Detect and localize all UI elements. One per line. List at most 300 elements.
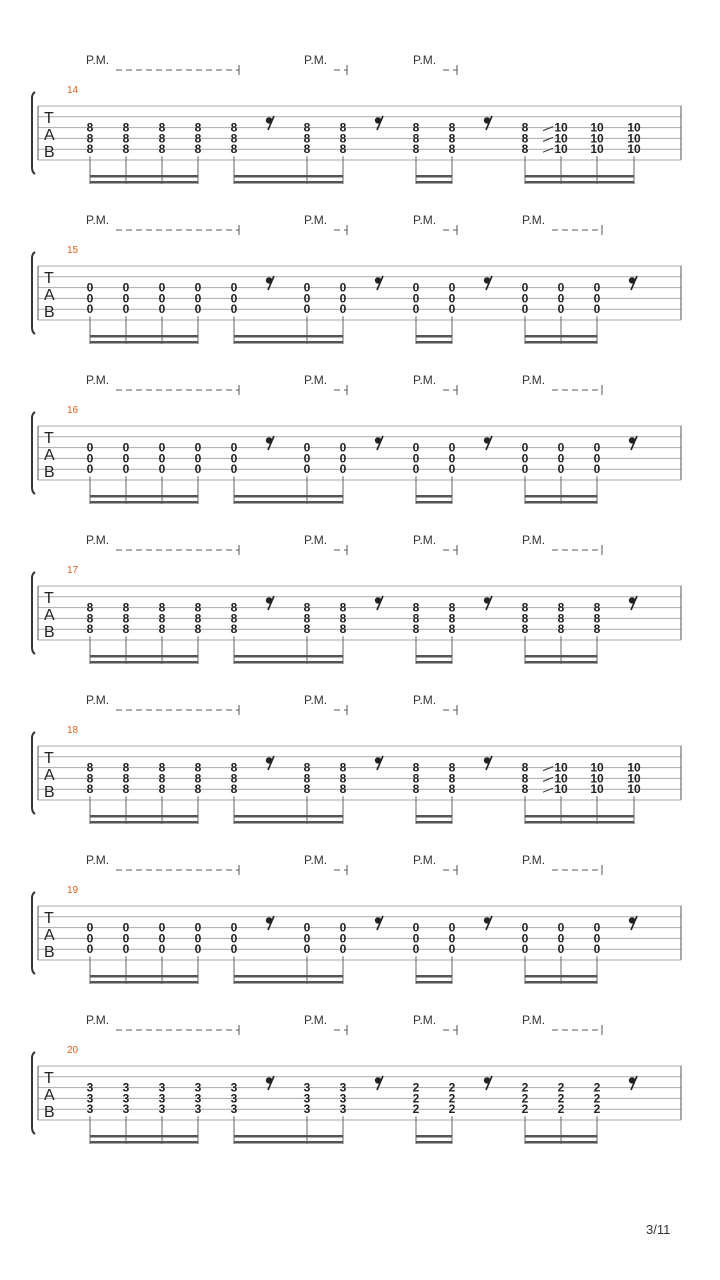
beam — [90, 335, 198, 338]
fret-number: 3 — [194, 1091, 202, 1106]
fret-number: 0 — [194, 931, 202, 946]
fret-number: 0 — [86, 942, 94, 957]
fret-number: 0 — [122, 280, 130, 295]
beam — [416, 1141, 452, 1144]
fret-number: 0 — [122, 440, 130, 455]
fret-number: 0 — [412, 440, 420, 455]
fret-number: 8 — [521, 782, 529, 797]
fret-number: 3 — [158, 1080, 166, 1095]
fret-number: 0 — [412, 920, 420, 935]
fret-number: 3 — [86, 1102, 94, 1117]
fret-number: 10 — [627, 120, 641, 135]
fret-number: 3 — [86, 1080, 94, 1095]
palm-mute-label: P.M. — [522, 1013, 546, 1027]
fret-number: 0 — [448, 942, 456, 957]
fret-number: 8 — [339, 622, 347, 637]
fret-number: 8 — [86, 760, 94, 775]
bar-number: 15 — [67, 245, 79, 256]
palm-mute-label: P.M. — [86, 533, 110, 547]
fret-number: 0 — [194, 280, 202, 295]
fret-number: 8 — [230, 142, 238, 157]
beam — [90, 815, 198, 818]
beam — [416, 501, 452, 504]
fret-number: 2 — [412, 1091, 420, 1106]
fret-number: 10 — [627, 760, 641, 775]
fret-number: 8 — [122, 771, 130, 786]
bar-number: 18 — [67, 725, 79, 736]
fret-number: 0 — [557, 291, 565, 306]
tab-clef-letter: B — [44, 624, 55, 641]
fret-number: 8 — [448, 622, 456, 637]
fret-number: 8 — [158, 120, 166, 135]
bar-number: 16 — [67, 405, 79, 416]
tab-clef-letter: A — [44, 607, 55, 624]
fret-number: 0 — [158, 291, 166, 306]
fret-number: 0 — [521, 931, 529, 946]
bar-number: 17 — [67, 565, 79, 576]
tab-clef-letter: T — [44, 1070, 54, 1087]
palm-mute-label: P.M. — [304, 1013, 328, 1027]
fret-number: 8 — [194, 771, 202, 786]
tab-clef-letter: A — [44, 927, 55, 944]
fret-number: 8 — [448, 760, 456, 775]
fret-number: 0 — [122, 942, 130, 957]
fret-number: 3 — [86, 1091, 94, 1106]
beam — [234, 975, 343, 978]
fret-number: 8 — [448, 131, 456, 146]
fret-number: 0 — [86, 302, 94, 317]
fret-number: 8 — [339, 771, 347, 786]
fret-number: 0 — [122, 302, 130, 317]
fret-number: 10 — [590, 131, 604, 146]
fret-number: 8 — [194, 600, 202, 615]
beam — [234, 981, 343, 984]
palm-mute-label: P.M. — [413, 373, 437, 387]
fret-number: 0 — [194, 302, 202, 317]
fret-number: 8 — [194, 142, 202, 157]
fret-number: 0 — [593, 291, 601, 306]
fret-number: 8 — [158, 760, 166, 775]
fret-number: 0 — [303, 942, 311, 957]
beam — [90, 655, 198, 658]
beam — [90, 1141, 198, 1144]
beam — [234, 181, 343, 184]
tab-clef-letter: B — [44, 144, 55, 161]
beam — [416, 175, 452, 178]
system-bracket — [32, 892, 35, 974]
fret-number: 8 — [521, 600, 529, 615]
fret-number: 8 — [194, 131, 202, 146]
beam — [234, 495, 343, 498]
fret-number: 8 — [557, 611, 565, 626]
fret-number: 0 — [122, 291, 130, 306]
fret-number: 8 — [230, 600, 238, 615]
tab-clef-letter: A — [44, 287, 55, 304]
fret-number: 0 — [521, 440, 529, 455]
fret-number: 8 — [303, 131, 311, 146]
fret-number: 8 — [448, 142, 456, 157]
beam — [416, 495, 452, 498]
fret-number: 0 — [521, 291, 529, 306]
palm-mute-label: P.M. — [522, 373, 546, 387]
fret-number: 2 — [448, 1091, 456, 1106]
tab-clef-letter: B — [44, 944, 55, 961]
fret-number: 0 — [448, 440, 456, 455]
fret-number: 10 — [554, 760, 568, 775]
fret-number: 0 — [230, 920, 238, 935]
fret-number: 8 — [593, 622, 601, 637]
beam — [90, 341, 198, 344]
palm-mute-label: P.M. — [413, 853, 437, 867]
beam — [234, 335, 343, 338]
fret-number: 0 — [521, 942, 529, 957]
fret-number: 0 — [448, 920, 456, 935]
fret-number: 0 — [593, 280, 601, 295]
fret-number: 3 — [122, 1080, 130, 1095]
fret-number: 0 — [86, 920, 94, 935]
fret-number: 0 — [303, 280, 311, 295]
fret-number: 0 — [158, 451, 166, 466]
fret-number: 0 — [448, 931, 456, 946]
fret-number: 8 — [230, 622, 238, 637]
fret-number: 0 — [122, 462, 130, 477]
fret-number: 10 — [554, 142, 568, 157]
fret-number: 0 — [521, 451, 529, 466]
system-bracket — [32, 252, 35, 334]
fret-number: 8 — [122, 760, 130, 775]
fret-number: 10 — [590, 142, 604, 157]
page-number: 3/11 — [646, 1222, 671, 1237]
fret-number: 8 — [303, 600, 311, 615]
fret-number: 8 — [122, 622, 130, 637]
fret-number: 0 — [557, 942, 565, 957]
fret-number: 2 — [557, 1102, 565, 1117]
fret-number: 8 — [122, 611, 130, 626]
fret-number: 0 — [86, 931, 94, 946]
fret-number: 8 — [521, 142, 529, 157]
beam — [525, 821, 634, 824]
beam — [234, 815, 343, 818]
fret-number: 3 — [122, 1102, 130, 1117]
fret-number: 8 — [303, 622, 311, 637]
beam — [416, 815, 452, 818]
fret-number: 3 — [303, 1080, 311, 1095]
fret-number: 0 — [412, 931, 420, 946]
fret-number: 2 — [448, 1080, 456, 1095]
fret-number: 8 — [230, 611, 238, 626]
palm-mute-label: P.M. — [86, 1013, 110, 1027]
fret-number: 8 — [339, 142, 347, 157]
fret-number: 0 — [412, 280, 420, 295]
fret-number: 10 — [627, 782, 641, 797]
beam — [90, 501, 198, 504]
fret-number: 0 — [412, 451, 420, 466]
fret-number: 8 — [521, 760, 529, 775]
fret-number: 8 — [339, 782, 347, 797]
system-bracket — [32, 1052, 35, 1134]
fret-number: 0 — [86, 451, 94, 466]
tab-clef-letter: T — [44, 430, 54, 447]
fret-number: 0 — [448, 291, 456, 306]
fret-number: 8 — [448, 120, 456, 135]
beam — [525, 501, 597, 504]
fret-number: 0 — [230, 291, 238, 306]
fret-number: 8 — [158, 771, 166, 786]
fret-number: 8 — [122, 131, 130, 146]
palm-mute-label: P.M. — [304, 373, 328, 387]
fret-number: 0 — [521, 920, 529, 935]
fret-number: 8 — [86, 142, 94, 157]
fret-number: 0 — [521, 302, 529, 317]
palm-mute-label: P.M. — [304, 533, 328, 547]
fret-number: 0 — [230, 440, 238, 455]
fret-number: 10 — [590, 760, 604, 775]
beam — [234, 501, 343, 504]
palm-mute-label: P.M. — [522, 213, 546, 227]
beam — [525, 981, 597, 984]
fret-number: 0 — [158, 280, 166, 295]
beam — [525, 1135, 597, 1138]
fret-number: 0 — [521, 462, 529, 477]
beam — [90, 821, 198, 824]
fret-number: 8 — [303, 771, 311, 786]
fret-number: 0 — [194, 942, 202, 957]
fret-number: 8 — [86, 131, 94, 146]
tab-clef-letter: T — [44, 110, 54, 127]
fret-number: 2 — [521, 1080, 529, 1095]
tab-clef-letter: T — [44, 270, 54, 287]
palm-mute-label: P.M. — [86, 373, 110, 387]
tab-clef-letter: A — [44, 767, 55, 784]
tab-clef-letter: B — [44, 784, 55, 801]
fret-number: 8 — [122, 120, 130, 135]
fret-number: 0 — [557, 302, 565, 317]
fret-number: 8 — [339, 120, 347, 135]
fret-number: 3 — [158, 1091, 166, 1106]
fret-number: 8 — [122, 142, 130, 157]
fret-number: 3 — [230, 1091, 238, 1106]
fret-number: 8 — [86, 120, 94, 135]
palm-mute-label: P.M. — [86, 213, 110, 227]
tab-clef-letter: B — [44, 304, 55, 321]
fret-number: 0 — [339, 280, 347, 295]
fret-number: 0 — [230, 280, 238, 295]
fret-number: 0 — [521, 280, 529, 295]
fret-number: 0 — [448, 462, 456, 477]
fret-number: 2 — [448, 1102, 456, 1117]
fret-number: 0 — [339, 302, 347, 317]
palm-mute-label: P.M. — [413, 533, 437, 547]
fret-number: 0 — [593, 440, 601, 455]
fret-number: 8 — [194, 760, 202, 775]
fret-number: 0 — [122, 451, 130, 466]
beam — [234, 175, 343, 178]
fret-number: 8 — [230, 782, 238, 797]
fret-number: 8 — [86, 600, 94, 615]
fret-number: 0 — [158, 462, 166, 477]
fret-number: 0 — [557, 451, 565, 466]
fret-number: 2 — [557, 1091, 565, 1106]
beam — [416, 335, 452, 338]
fret-number: 0 — [412, 942, 420, 957]
tab-clef-letter: A — [44, 127, 55, 144]
fret-number: 3 — [339, 1102, 347, 1117]
tab-clef-letter: T — [44, 590, 54, 607]
beam — [416, 341, 452, 344]
fret-number: 2 — [593, 1102, 601, 1117]
beam — [525, 815, 634, 818]
beam — [525, 1141, 597, 1144]
fret-number: 10 — [627, 142, 641, 157]
bar-number: 19 — [67, 885, 79, 896]
palm-mute-label: P.M. — [86, 853, 110, 867]
fret-number: 8 — [557, 600, 565, 615]
beam — [416, 821, 452, 824]
bar-number: 20 — [67, 1045, 79, 1056]
tab-clef-letter: T — [44, 750, 54, 767]
fret-number: 0 — [86, 280, 94, 295]
fret-number: 0 — [158, 942, 166, 957]
fret-number: 2 — [593, 1091, 601, 1106]
fret-number: 0 — [303, 440, 311, 455]
fret-number: 8 — [194, 622, 202, 637]
beam — [525, 335, 597, 338]
fret-number: 0 — [158, 920, 166, 935]
palm-mute-label: P.M. — [304, 53, 328, 67]
fret-number: 0 — [303, 931, 311, 946]
fret-number: 0 — [448, 451, 456, 466]
fret-number: 0 — [86, 291, 94, 306]
fret-number: 8 — [448, 600, 456, 615]
beam — [234, 1135, 343, 1138]
fret-number: 8 — [194, 782, 202, 797]
fret-number: 0 — [194, 440, 202, 455]
fret-number: 10 — [554, 782, 568, 797]
fret-number: 3 — [230, 1102, 238, 1117]
fret-number: 0 — [557, 280, 565, 295]
beam — [234, 821, 343, 824]
fret-number: 8 — [303, 782, 311, 797]
beam — [234, 1141, 343, 1144]
beam — [416, 655, 452, 658]
fret-number: 0 — [412, 462, 420, 477]
fret-number: 0 — [230, 931, 238, 946]
fret-number: 0 — [303, 302, 311, 317]
fret-number: 0 — [339, 451, 347, 466]
fret-number: 0 — [339, 942, 347, 957]
fret-number: 8 — [521, 771, 529, 786]
beam — [525, 181, 634, 184]
fret-number: 8 — [86, 611, 94, 626]
beam — [234, 655, 343, 658]
fret-number: 8 — [122, 782, 130, 797]
palm-mute-label: P.M. — [86, 693, 110, 707]
fret-number: 8 — [521, 622, 529, 637]
fret-number: 10 — [590, 120, 604, 135]
fret-number: 8 — [158, 142, 166, 157]
palm-mute-label: P.M. — [413, 213, 437, 227]
palm-mute-label: P.M. — [522, 853, 546, 867]
fret-number: 0 — [339, 462, 347, 477]
fret-number: 3 — [122, 1091, 130, 1106]
fret-number: 0 — [122, 920, 130, 935]
fret-number: 0 — [86, 440, 94, 455]
beam — [416, 981, 452, 984]
fret-number: 8 — [412, 782, 420, 797]
fret-number: 3 — [303, 1102, 311, 1117]
fret-number: 8 — [521, 120, 529, 135]
fret-number: 0 — [557, 462, 565, 477]
beam — [525, 661, 597, 664]
fret-number: 0 — [593, 931, 601, 946]
beam — [416, 661, 452, 664]
fret-number: 8 — [521, 611, 529, 626]
fret-number: 8 — [158, 600, 166, 615]
system-bracket — [32, 732, 35, 814]
fret-number: 8 — [303, 142, 311, 157]
fret-number: 0 — [230, 451, 238, 466]
palm-mute-label: P.M. — [304, 693, 328, 707]
palm-mute-label: P.M. — [304, 213, 328, 227]
bar-number: 14 — [67, 85, 79, 96]
fret-number: 8 — [230, 131, 238, 146]
beam — [525, 655, 597, 658]
fret-number: 0 — [158, 440, 166, 455]
fret-number: 2 — [412, 1080, 420, 1095]
system-bracket — [32, 412, 35, 494]
fret-number: 0 — [339, 291, 347, 306]
tab-clef-letter: B — [44, 1104, 55, 1121]
fret-number: 8 — [593, 611, 601, 626]
beam — [234, 661, 343, 664]
fret-number: 0 — [448, 302, 456, 317]
fret-number: 0 — [303, 920, 311, 935]
beam — [416, 181, 452, 184]
fret-number: 0 — [194, 451, 202, 466]
tab-clef-letter: B — [44, 464, 55, 481]
fret-number: 0 — [412, 302, 420, 317]
fret-number: 0 — [230, 302, 238, 317]
fret-number: 8 — [158, 131, 166, 146]
fret-number: 8 — [158, 622, 166, 637]
fret-number: 8 — [339, 760, 347, 775]
fret-number: 0 — [339, 440, 347, 455]
fret-number: 0 — [303, 451, 311, 466]
fret-number: 8 — [339, 131, 347, 146]
beam — [90, 181, 198, 184]
fret-number: 8 — [158, 782, 166, 797]
fret-number: 0 — [194, 462, 202, 477]
fret-number: 8 — [303, 120, 311, 135]
fret-number: 0 — [557, 440, 565, 455]
fret-number: 10 — [554, 771, 568, 786]
system-bracket — [32, 572, 35, 654]
fret-number: 8 — [593, 600, 601, 615]
fret-number: 0 — [158, 302, 166, 317]
fret-number: 8 — [339, 600, 347, 615]
fret-number: 3 — [303, 1091, 311, 1106]
palm-mute-label: P.M. — [413, 53, 437, 67]
palm-mute-label: P.M. — [522, 533, 546, 547]
fret-number: 3 — [158, 1102, 166, 1117]
beam — [90, 975, 198, 978]
beam — [525, 341, 597, 344]
fret-number: 8 — [122, 600, 130, 615]
fret-number: 8 — [448, 782, 456, 797]
fret-number: 0 — [339, 920, 347, 935]
fret-number: 8 — [412, 600, 420, 615]
fret-number: 2 — [521, 1102, 529, 1117]
